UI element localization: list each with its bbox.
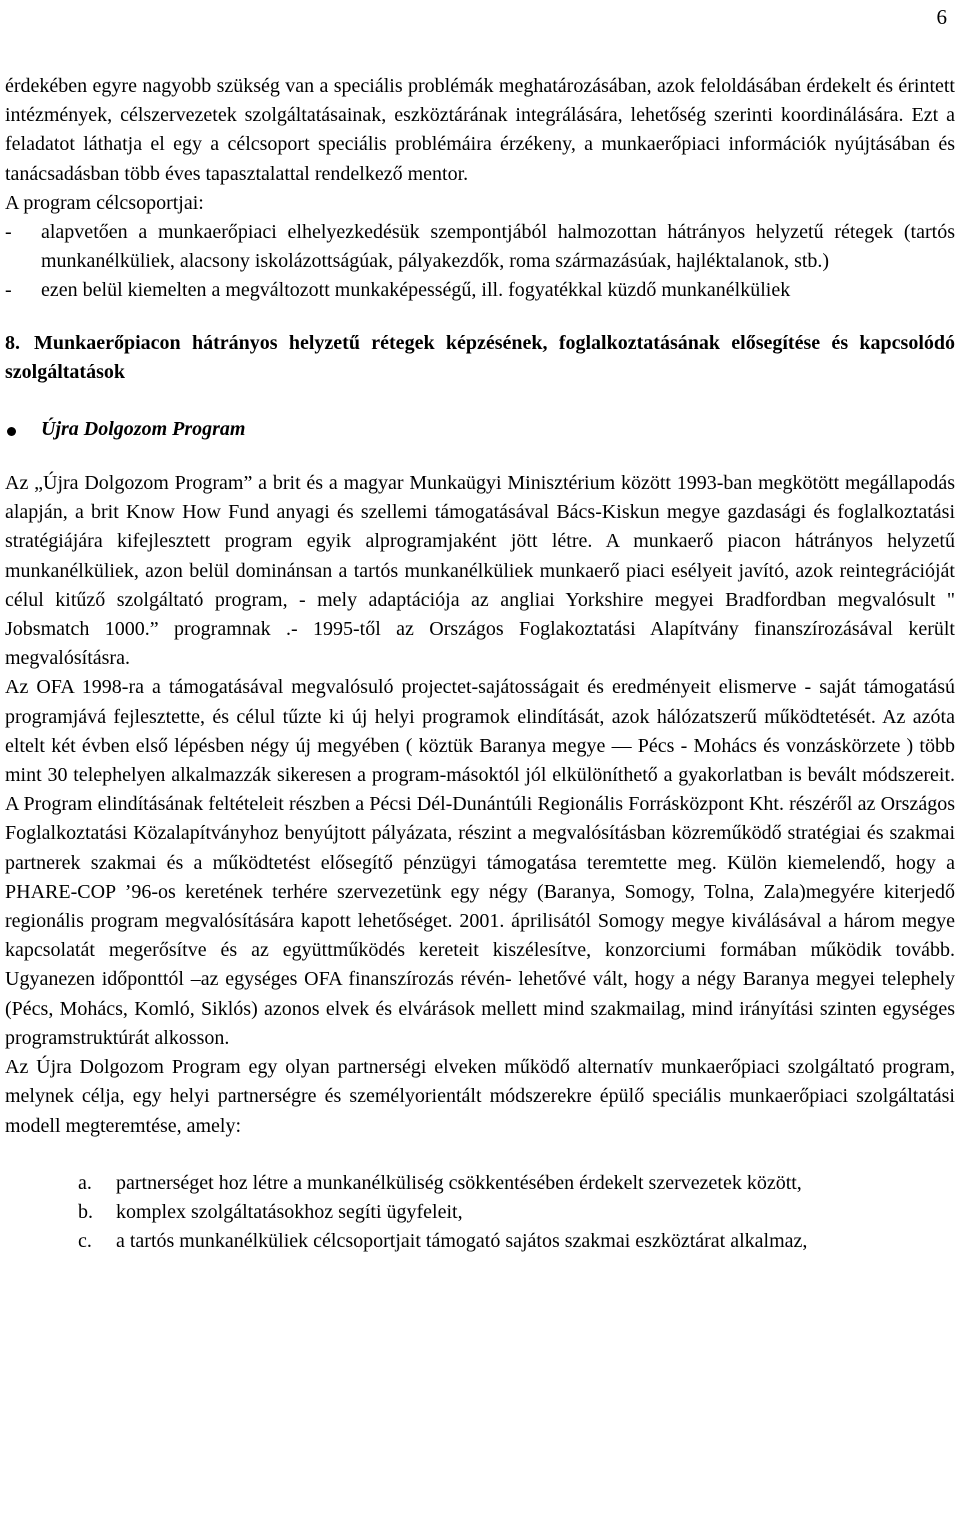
program-description [5, 469, 955, 1141]
section-number: 8. [5, 331, 20, 354]
list-item [5, 1169, 955, 1198]
document-body [5, 72, 955, 1256]
target-group-text: alapvetően a munkaerőpiaci elhelyezkedésük szempontjából halmozottan hátrányos helyzetű rétegek (tartós munkanélküliek, alacsony iskolázottságúak, pályakezdők, roma származásúak, hajléktalanok, stb.) [41, 221, 955, 273]
list-marker: c. [78, 1230, 92, 1253]
body-paragraph: Az Újra Dolgozom Program egy olyan partnerségi elveken működő alternatív munkaerőpiaci szolgáltató program, melynek célja, egy helyi partnerségre és személyorientált módszerekre épülő speciális munkaerőpiaci szolgáltatási modell megteremtése, amely: [5, 1056, 955, 1137]
program-title: Újra Dolgozom Program [41, 418, 246, 441]
dash-marker: - [5, 221, 12, 244]
list-item-text: a tartós munkanélküliek célcsoportjait támogató sajátos szakmai eszköztárat alkalmaz, [116, 1230, 808, 1253]
body-paragraph: Az OFA 1998-ra a támogatásával megvalósuló projectet-sajátosságait és eredményeit elismerve - saját támogatású programjává fejlesztette, és célul tűzte ki új helyi programok elindítását, azok hálózatszerű működtetését. Az azóta eltelt két évben első lépésben négy új megyében ( köztük Baranya megye — Pécs - Mohács és vonzáskörzete ) több mint 30 telephelyen alkalmazzák sikeresen a program-másoktól jól elkülöníthető a gyakorlatban is bevált módszereit. A Program elindításának feltételeit részben a Pécsi Dél-Dunántúli Regionális Forrásközpont Kht. részéről az Országos Foglalkoztatási Közalapítványhoz benyújtott pályázata, részint a megvalósításban közreműködő stratégiai és szakmai partnerek szakmai és a működtetést elősegítő pénzügyi támogatása teremtette meg. Külön kiemelendő, hogy a PHARE-COP ’96-os keretének terhére szervezetünk egy négy (Baranya, Somogy, Tolna, Zala)megyére kiterjedő regionális program megvalósítására kapott lehetőséget. 2001. áprilisától Somogy megye kiválásával a három megye kapcsolatát megerősítve és az együttműködés kereteit kiszélesítve, konzorciumi formában működik tovább. Ugyanezen időponttól –az egységes OFA finanszírozás révén- lehetővé vált, hogy a négy Baranya megyei telephely (Pécs, Mohács, Komló, Siklós) azonos elvek és elvárások mellett mind szakmailag, mind irányítási szinten egységes programstruktúrát alkosson. [5, 676, 955, 1049]
bullet-icon [7, 427, 16, 436]
list-item-text: partnerséget hoz létre a munkanélküliség csökkentésében érdekelt szervezetek között, [116, 1171, 802, 1194]
list-marker: b. [78, 1200, 93, 1223]
list-marker: a. [78, 1171, 92, 1194]
intro-paragraph: érdekében egyre nagyobb szükség van a speciális problémák meghatározásában, azok feloldásában érdekelt és érintett intézmények, célszervezetek szolgáltatásainak, eszköztárának integrálására, lehetőség szerinti koordinálására. Ezt a feladatot láthatja el egy a célcsoport speciális problémáira érzékeny, a munkaerőpiaci információk nyújtásában és tanácsadásban több éves tapasztalattal rendelkező mentor. [5, 75, 955, 185]
target-group-item [5, 276, 955, 305]
section-heading [5, 329, 955, 387]
target-groups-title: A program célcsoportjai: [5, 191, 204, 214]
program-bullet [5, 415, 955, 449]
body-paragraph: Az „Újra Dolgozom Program” a brit és a magyar Munkaügyi Minisztérium között 1993-ban megkötött megállapodás alapján, a brit Know How Fund anyagi és szellemi támogatásával Bács-Kiskun megye gazdasági és foglalkoztatási stratégiájára kifejlesztett program egyik alprogramjaként jött létre. A munkaerő piacon hátrányos helyzetű munkanélküliek, azon belül dominánsan a tartós munkanélküliek munkaerő piaci esélyeit javító, azok reintegrációját célul kitűző szolgáltató program, - mely adaptációja az angliai Yorkshire megyei Bradfordban megvalósult " Jobsmatch 1000.” programnak .- 1995-től az Országos Foglakoztatási Alapítvány finanszírozásával került megvalósításra. [5, 472, 955, 670]
dash-marker: - [5, 279, 12, 302]
target-group-item [5, 218, 955, 276]
list-item-text: komplex szolgáltatásokhoz segíti ügyfeleit, [116, 1200, 463, 1223]
section-title: Munkaerőpiacon hátrányos helyzetű rétegek képzésének, foglalkoztatásának elősegítése és kapcsolódó szolgáltatások [5, 331, 955, 383]
program-goals-list [5, 1169, 955, 1257]
page-number: 6 [936, 5, 947, 29]
target-group-text: ezen belül kiemelten a megváltozott munkaképességű, ill. fogyatékkal küzdő munkanélküliek [41, 279, 791, 302]
list-item [5, 1227, 955, 1256]
list-item [5, 1198, 955, 1227]
